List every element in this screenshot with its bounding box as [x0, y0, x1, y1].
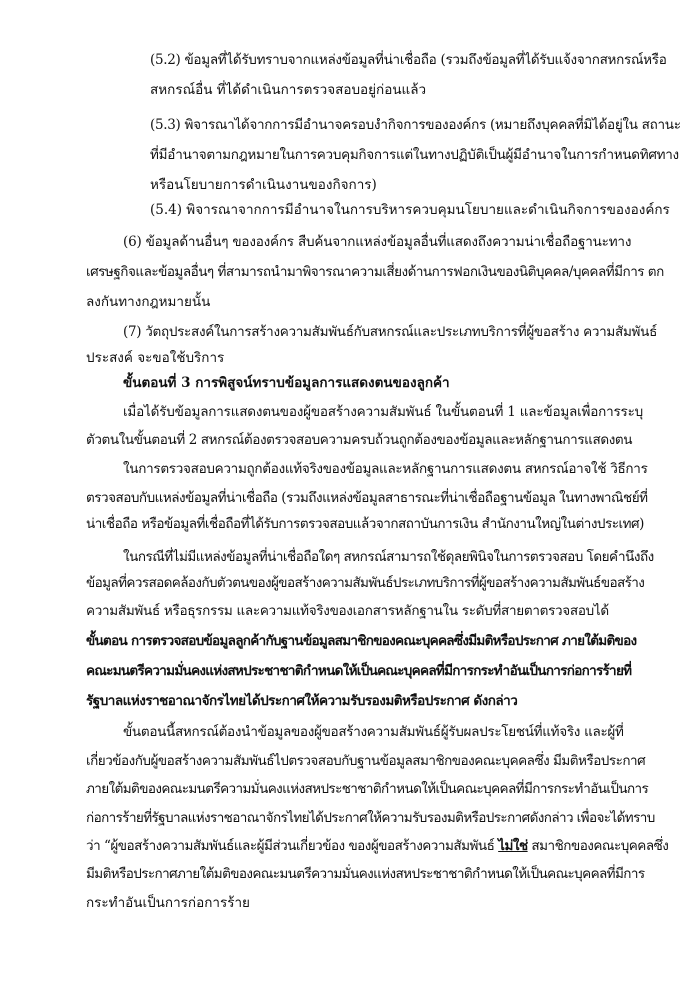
- para-7-line-1: (7) วัตถุประสงค์ในการสร้างความสัมพันธ์กับสหกรณ์และประเภทบริการที่ผู้ขอสร้าง ความสัมพันธ์: [123, 324, 658, 340]
- para-11-line-6: มีมติหรือประกาศภายใต้มติของคณะมนตรีความมั่นคงแห่งสหประชาชาติกำหนดให้เป็นคณะบุคคลที่มีการ: [86, 866, 645, 882]
- para-11-line-5: [86, 836, 668, 856]
- para-11-line-5-start: ว่า “ผู้ขอสร้างความสัมพันธ์และผู้มีส่วนเกี่ยวข้อง ของผู้ขอสร้างความสัมพันธ์: [86, 838, 499, 854]
- para-10-line-1: ในกรณีที่ไม่มีแหล่งข้อมูลที่น่าเชื่อถือใดๆ สหกรณ์สามารถใช้ดุลยพินิจในการตรวจสอบ โดยคำนึงถึง: [123, 549, 654, 565]
- para-11-line-3: ภายใต้มติของคณะมนตรีความมั่นคงแห่งสหประชาชาติกำหนดให้เป็นคณะบุคคลที่มีการกระทำอันเป็นการ: [86, 781, 649, 797]
- sanctions-heading-line-3: รัฐบาลแห่งราชอาณาจักรไทยได้ประกาศให้ความรับรองมติหรือประกาศ ดังกล่าว: [86, 693, 518, 709]
- para-5-2-line-2: สหกรณ์อื่น ที่ได้ดำเนินการตรวจสอบอยู่ก่อนแล้ว: [150, 82, 427, 98]
- para-5-3-line-1: (5.3) พิจารณาได้จากการมีอำนาจครอบงำกิจการขององค์กร (หมายถึงบุคคลที่มิได้อยู่ใน สถานะ: [150, 117, 681, 133]
- para-5-3-line-2: ที่มีอำนาจตามกฎหมายในการควบคุมกิจการแต่ในทางปฏิบัติเป็นผู้มีอำนาจในการกำหนดทิศทาง: [150, 147, 679, 163]
- not-emphasis: ไม่ใช่: [498, 838, 528, 854]
- para-7-line-2: ประสงค์ จะขอใช้บริการ: [86, 350, 225, 366]
- para-9-line-3: น่าเชื่อถือ หรือข้อมูลที่เชื่อถือที่ได้รับการตรวจสอบแล้วจากสถาบันการเงิน สำนักงานใหญ่ในต่างประเทศ): [86, 516, 644, 532]
- para-8-line-2: ตัวตนในขั้นตอนที่ 2 สหกรณ์ต้องตรวจสอบความครบถ้วนถูกต้องของข้อมูลและหลักฐานการแสดงตน: [86, 432, 633, 448]
- para-11-line-4: ก่อการร้ายที่รัฐบาลแห่งราชอาณาจักรไทยได้ประกาศให้ความรับรองมติหรือประกาศดังกล่าว เพื่อจะได้ทราบ: [86, 810, 655, 826]
- para-5-2-line-1: (5.2) ข้อมูลที่ได้รับทราบจากแหล่งข้อมูลที่น่าเชื่อถือ (รวมถึงข้อมูลที่ได้รับแจ้งจากสหกรณ์หรือ: [150, 52, 667, 68]
- sanctions-heading-line-2: คณะมนตรีความมั่นคงแห่งสหประชาชาติกำหนดให้เป็นคณะบุคคลที่มีการกระทำอันเป็นการก่อการร้ายที่: [86, 663, 632, 679]
- para-11-line-2: เกี่ยวข้องกับผู้ขอสร้างความสัมพันธ์ไปตรวจสอบกับฐานข้อมูลสมาชิกของคณะบุคคลซึ่ง มีมติหรือประกาศ: [86, 753, 646, 769]
- step-3-heading: ขั้นตอนที่ 3 การพิสูจน์ทราบข้อมูลการแสดงตนของลูกค้า: [123, 375, 450, 391]
- para-10-line-3: ความสัมพันธ์ หรือธุรกรรม และความแท้จริงของเอกสารหลักฐานใน ระดับที่สายตาตรวจสอบได้: [86, 603, 609, 619]
- para-9-line-2: ตรวจสอบกับแหล่งข้อมูลที่น่าเชื่อถือ (รวมถึงแหล่งข้อมูลสาธารณะที่น่าเชื่อถือฐานข้อมูล ในทางพาณิชย์ที่: [86, 490, 648, 506]
- para-6-line-3: ลงกันทางกฎหมายนั้น: [86, 294, 211, 310]
- para-11-line-1: ขั้นตอนนี้สหกรณ์ต้องนำข้อมูลของผู้ขอสร้างความสัมพันธ์ผู้รับผลประโยชน์ที่แท้จริง และผู้ที่: [123, 724, 624, 740]
- para-6-line-2: เศรษฐกิจและข้อมูลอื่นๆ ที่สามารถนำมาพิจารณาความเสี่ยงด้านการฟอกเงินของนิติบุคคล/บุคคลที่มีการ ตก: [86, 264, 664, 280]
- para-5-3-line-3: หรือนโยบายการดำเนินงานของกิจการ): [150, 177, 377, 193]
- para-11-line-7: กระทำอันเป็นการก่อการร้าย: [86, 895, 250, 911]
- para-10-line-2: ข้อมูลที่ควรสอดคล้องกับตัวตนของผู้ขอสร้างความสัมพันธ์ประเภทบริการที่ผู้ขอสร้างความสัมพันธ์ขอสร้าง: [86, 575, 645, 591]
- para-11-line-5-end: สมาชิกของคณะบุคคลซึ่ง: [527, 838, 669, 854]
- sanctions-heading-line-1: ขั้นตอน การตรวจสอบข้อมูลลูกค้ากับฐานข้อมูลสมาชิกของคณะบุคคลซึ่งมีมติหรือประกาศ ภายใต้มติของ: [86, 633, 637, 649]
- para-6-line-1: (6) ข้อมูลด้านอื่นๆ ขององค์กร สืบค้นจากแหล่งข้อมูลอื่นที่แสดงถึงความน่าเชื่อถือฐานะทาง: [123, 234, 632, 250]
- para-8-line-1: เมื่อได้รับข้อมูลการแสดงตนของผู้ขอสร้างความสัมพันธ์ ในขั้นตอนที่ 1 และข้อมูลเพื่อการระบุ: [123, 404, 644, 420]
- para-9-line-1: ในการตรวจสอบความถูกต้องแท้จริงของข้อมูลและหลักฐานการแสดงตน สหกรณ์อาจใช้ วิธีการ: [123, 461, 648, 477]
- para-5-4-line-1: (5.4) พิจารณาจากการมีอำนาจในการบริหารควบคุมนโยบายและดำเนินกิจการขององค์กร: [150, 202, 670, 218]
